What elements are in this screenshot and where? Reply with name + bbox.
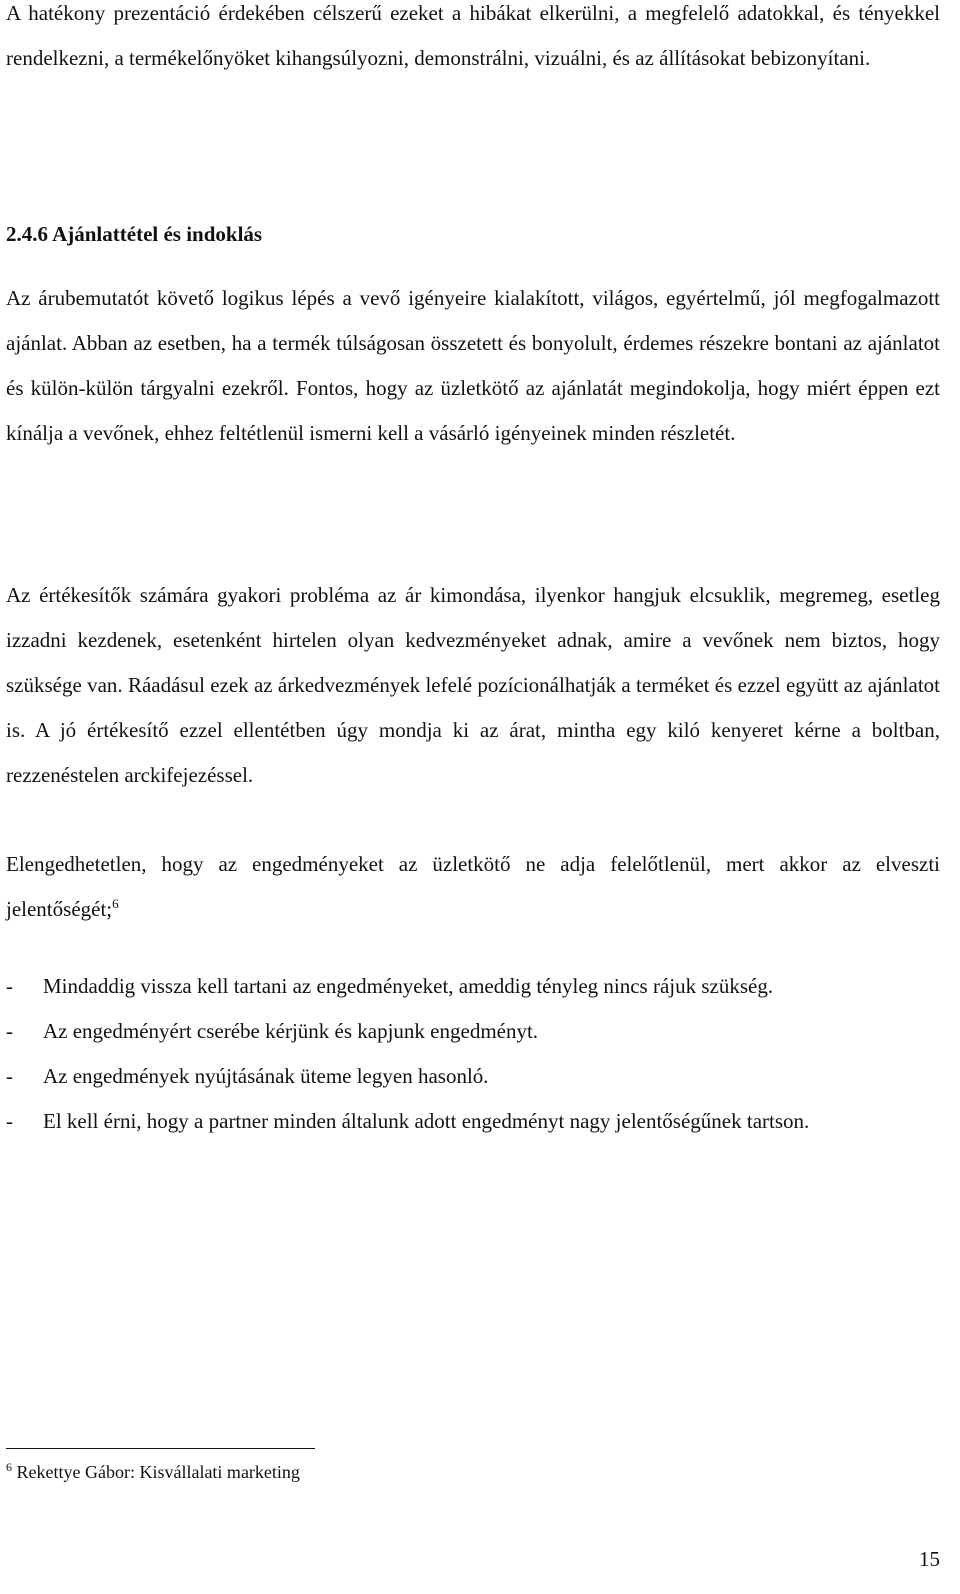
list-item-text: Az engedményért cserébe kérjünk és kapjunk engedményt.: [43, 1019, 539, 1043]
footnote-divider: [6, 1448, 315, 1449]
list-item: [6, 964, 940, 1009]
list-dash: -: [6, 1109, 13, 1133]
list-item-text: Mindaddig vissza kell tartani az engedményeket, ameddig tényleg nincs rájuk szükség.: [43, 974, 774, 998]
paragraph-concession-text: Elengedhetetlen, hogy az engedményeket az üzletkötő ne adja felelőtlenül, mert akkor az elveszti jelentőségét;: [6, 852, 940, 921]
list-dash: -: [6, 1064, 13, 1088]
paragraph-concession: [6, 842, 940, 932]
footnote-reference: 6: [112, 896, 119, 911]
list-item: [6, 1099, 940, 1144]
footnote-number: 6: [6, 1460, 12, 1474]
list-item-text: Az engedmények nyújtásának üteme legyen hasonló.: [43, 1064, 489, 1088]
concession-list: [6, 964, 940, 1144]
footnote-text: Rekettye Gábor: Kisvállalati marketing: [12, 1462, 300, 1482]
page-number: 15: [919, 1547, 940, 1571]
section-heading: 2.4.6 Ajánlattétel és indoklás: [6, 222, 263, 246]
paragraph-intro: A hatékony prezentáció érdekében célszerű ezeket a hibákat elkerülni, a megfelelő adatokkal, és tényekkel rendelkezni, a termékelőnyöket kihangsúlyozni, demonstrálni, vizuálni, és az állításokat bebizonyítani.: [6, 1, 940, 70]
footnote: [6, 1460, 300, 1484]
list-item: [6, 1009, 940, 1054]
list-dash: -: [6, 1019, 13, 1043]
paragraph-price: Az értékesítők számára gyakori probléma az ár kimondása, ilyenkor hangjuk elcsuklik, megremeg, esetleg izzadni kezdenek, esetenként hirtelen olyan kedvezményeket adnak, amire a vevőnek nem biztos, hogy szüksége van. Ráadásul ezek az árkedvezmények lefelé pozícionálhatják a terméket és ezzel együtt az ajánlatot is. A jó értékesítő ezzel ellentétben úgy mondja ki az árat, mintha egy kiló kenyeret kérne a boltban, rezzenéstelen arckifejezéssel.: [6, 583, 940, 787]
paragraph-offer: Az árubemutatót követő logikus lépés a vevő igényeire kialakított, világos, egyértelmű, jól megfogalmazott ajánlat. Abban az esetben, ha a termék túlságosan összetett és bonyolult, érdemes részekre bontani az ajánlatot és külön-külön tárgyalni ezekről. Fontos, hogy az üzletkötő az ajánlatát megindokolja, hogy miért éppen ezt kínálja a vevőnek, ehhez feltétlenül ismerni kell a vásárló igényeinek minden részletét.: [6, 286, 940, 445]
list-item-text: El kell érni, hogy a partner minden általunk adott engedményt nagy jelentőségűnek tartson.: [43, 1109, 810, 1133]
list-item: [6, 1054, 940, 1099]
list-dash: -: [6, 974, 13, 998]
